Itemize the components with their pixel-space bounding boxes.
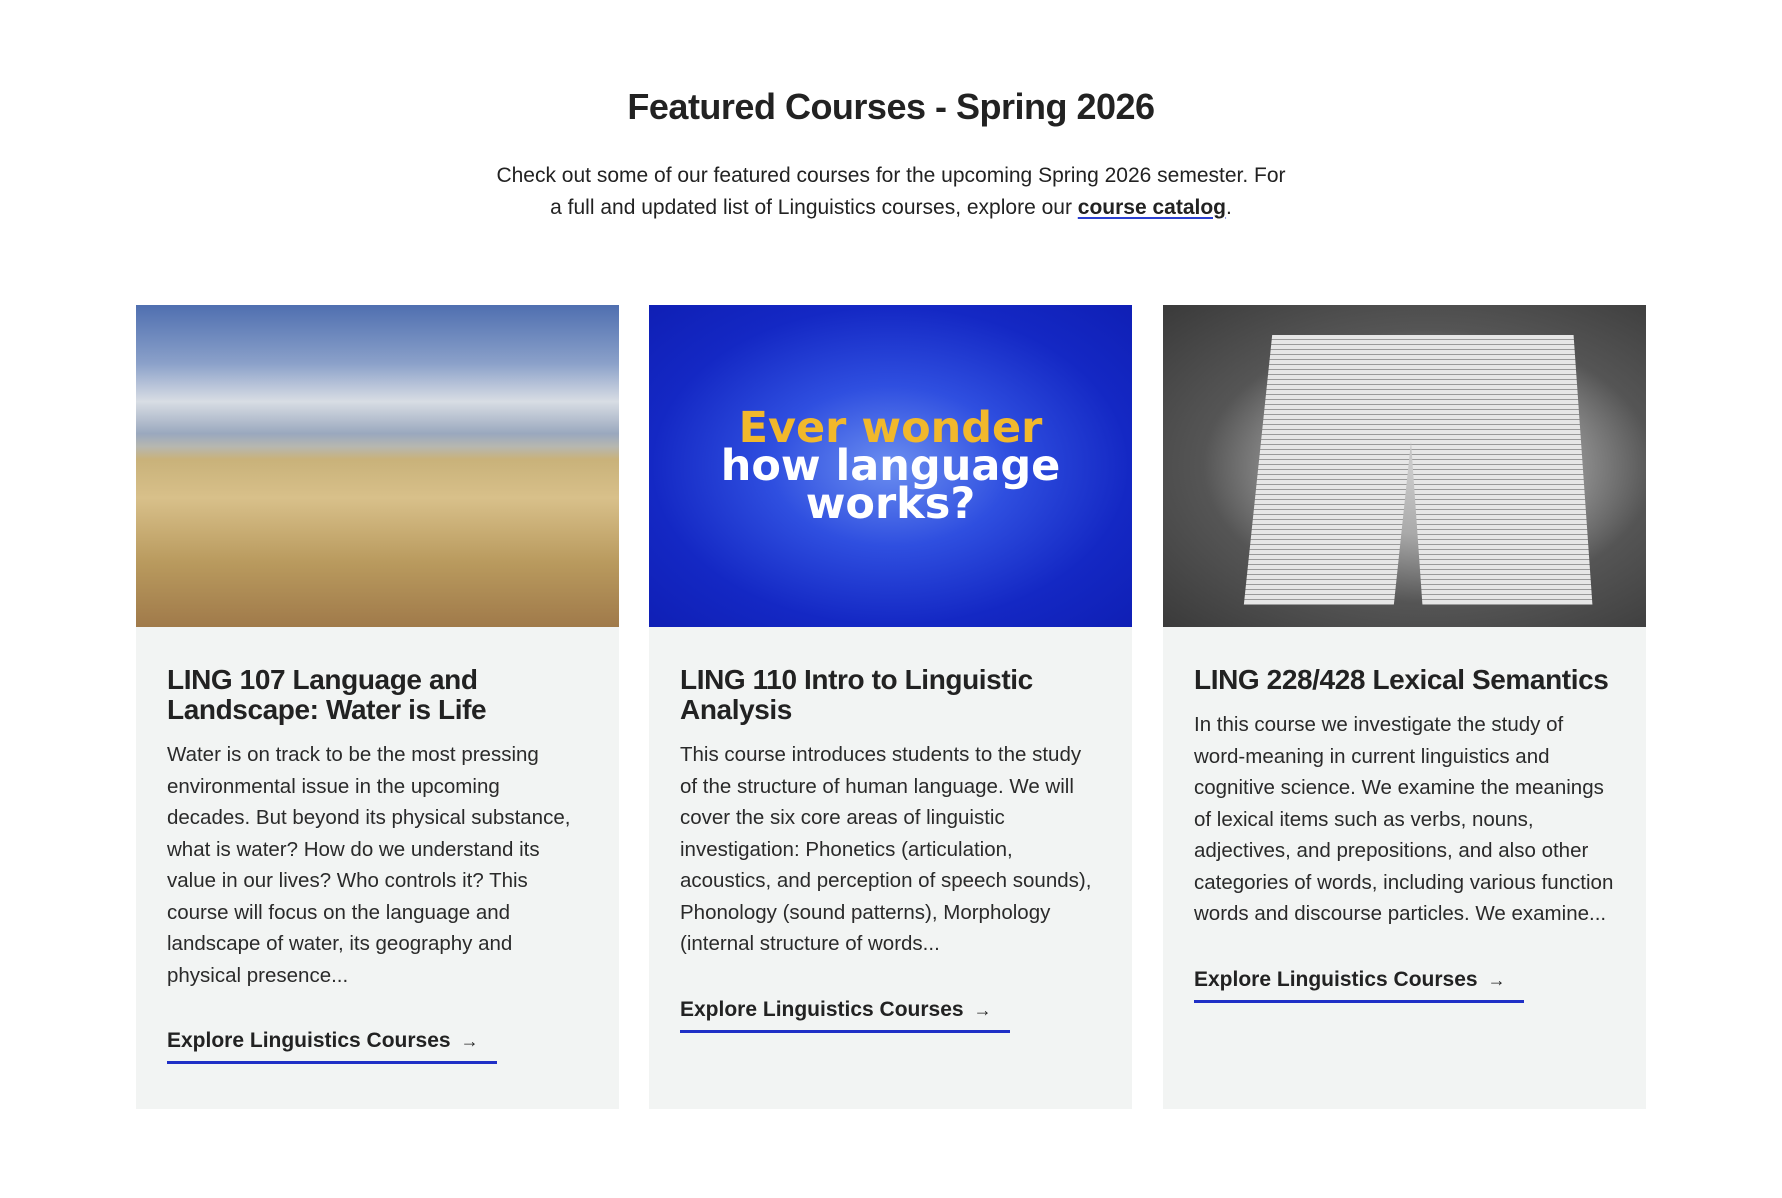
link-label: Explore Linguistics Courses [1194,967,1478,991]
course-description: This course introduces students to the study of the structure of human language. We will cover the six core areas of linguistic investigation: Phonetics (articulation, acoustics, and perception of speech sounds), Phonology (sound patterns), Morphology (internal structure of words... [680,743,1092,955]
intro-end: . [1226,195,1232,219]
intro-body: Check out some of our featured courses for the upcoming Spring 2026 semester. For a full and updated list of Linguistics courses, explore our [496,164,1286,219]
course-title[interactable]: LING 107 Language and Landscape: Water is Life [167,664,487,725]
explore-courses-link[interactable] [167,1029,497,1064]
course-description: Water is on track to be the most pressing environmental issue in the upcoming decades. But beyond its physical substance, what is water? How do we understand its value in our lives? Who controls it? This course will focus on the language and landscape of water, its geography and physical presence... [167,743,571,987]
link-label: Explore Linguistics Courses [680,997,964,1021]
course-card-ling-228 [1163,305,1646,1109]
explore-courses-link[interactable] [680,998,1010,1033]
course-title[interactable]: LING 110 Intro to Linguistic Analysis [680,664,1033,725]
arrow-right-icon: → [973,999,992,1020]
page-title: Featured Courses - Spring 2026 [627,86,1155,127]
course-title[interactable]: LING 228/428 Lexical Semantics [1194,664,1609,695]
book-page [1244,335,1422,605]
arrow-right-icon: → [460,1031,479,1051]
promo-image [649,305,1132,627]
course-card-ling-107 [136,305,619,1109]
arrow-right-icon: → [1487,969,1506,990]
image-text-line: Ever wonder [738,403,1043,453]
image-text-line: works? [805,479,976,529]
course-card-ling-110 [649,305,1132,1109]
intro-text [491,160,1291,223]
course-catalog-link[interactable]: course catalog [1077,195,1227,219]
image-text-line: how language [720,441,1061,491]
explore-courses-link[interactable] [1194,968,1524,1003]
dictionary-image [1163,305,1646,627]
course-description: In this course we investigate the study of word-meaning in current linguistics and cognitive science. We examine the meanings of lexical items such as verbs, nouns, adjectives, and prepositions, and also other categories of words, including various function words and discourse particles. We examine... [1194,713,1614,925]
link-label: Explore Linguistics Courses [167,1029,451,1052]
book-page [1404,335,1593,605]
landscape-image [136,305,619,627]
